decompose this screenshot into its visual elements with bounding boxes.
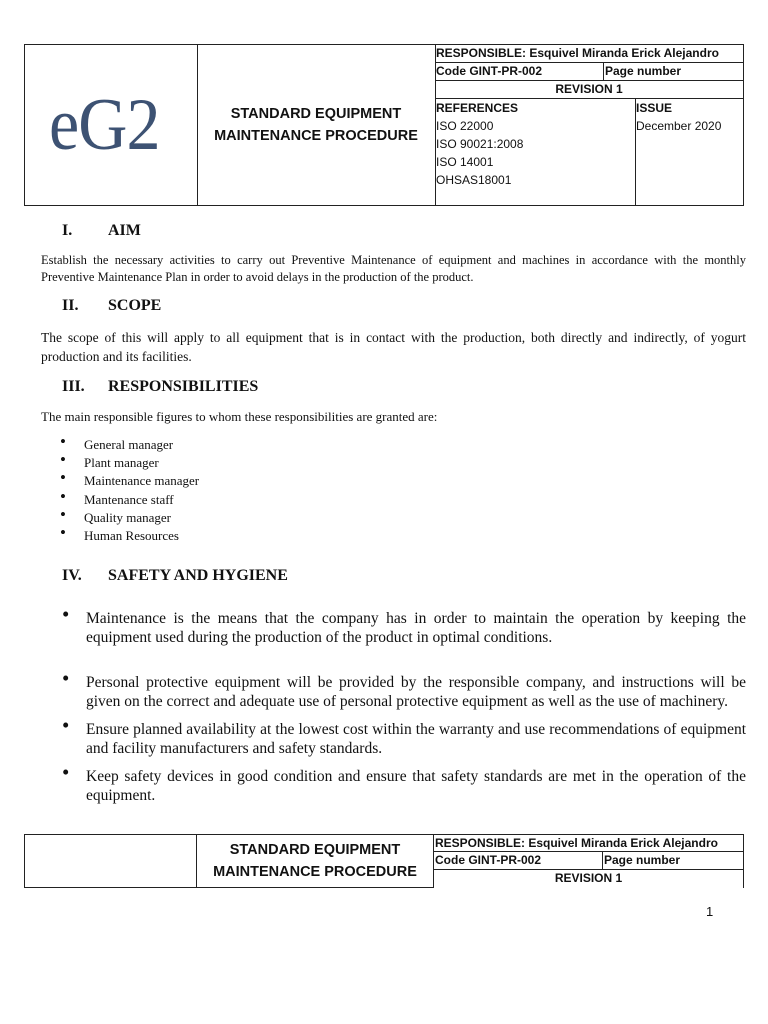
responsibilities-intro: The main responsible figures to whom these responsibilities are granted are: (41, 409, 438, 424)
section-number: III. (62, 378, 85, 395)
footer-info-block (434, 834, 744, 888)
issue-date: December 2020 (636, 119, 722, 133)
footer-responsible-row (434, 834, 744, 852)
list-item: • Plant manager (60, 454, 199, 472)
section-heading-scope (62, 297, 161, 315)
section-title: RESPONSIBILITIES (108, 378, 259, 395)
list-item: • Ensure planned availability at the lowest cost within the warranty and use recommendations of equipment and facility manufacturers and safety standards. (62, 720, 746, 758)
footer-code-row (434, 852, 744, 870)
reference-item: ISO 22000 (436, 119, 494, 133)
scope-paragraph: The scope of this will apply to all equipment that is in contact with the production, both directly and indirectly, of yogurt production and its facilities. (41, 330, 746, 364)
section-number: II. (62, 297, 79, 314)
revision-row (435, 81, 743, 99)
footer-empty-cell (24, 834, 196, 888)
revision-label: REVISION 1 (555, 82, 623, 96)
list-item: • Mantenance staff (60, 491, 199, 509)
list-item: • Human Resources (60, 527, 199, 545)
list-item: • Maintenance is the means that the company has in order to maintain the operation by keeping the equipment used during the production of the product in optimal conditions. (62, 609, 746, 647)
list-item: • Keep safety devices in good condition and ensure that safety standards are met in the operation of the equipment. (62, 767, 746, 805)
section-title: SAFETY AND HYGIENE (108, 567, 288, 584)
document-footer-table (24, 834, 744, 888)
section-number: I. (62, 222, 73, 239)
document-title-line-2: MAINTENANCE PROCEDURE (214, 128, 418, 144)
page-number: 1 (706, 904, 714, 919)
list-item: • Maintenance manager (60, 472, 199, 490)
references-label: REFERENCES (436, 101, 519, 115)
footer-title-line-1: STANDARD EQUIPMENT (229, 842, 401, 858)
footer-responsible-text: RESPONSIBLE: Esquivel Miranda Erick Alejandro (435, 836, 718, 850)
section-heading-safety (62, 567, 288, 585)
footer-title-line-2: MAINTENANCE PROCEDURE (213, 864, 417, 880)
list-item: • Personal protective equipment will be provided by the responsible company, and instructions will be given on the correct and adequate use of personal protective equipment as well as the use of machinery. (62, 673, 746, 711)
list-item: • General manager (60, 436, 199, 454)
section-heading-aim (62, 222, 141, 240)
responsible-row (435, 45, 743, 63)
safety-list (62, 609, 746, 805)
logo-cell (25, 45, 198, 205)
responsibilities-list (60, 436, 199, 545)
footer-page-number-label: Page number (604, 853, 681, 867)
reference-item: OHSAS18001 (436, 173, 512, 187)
code-row (435, 63, 743, 81)
issue-label: ISSUE (636, 101, 673, 115)
footer-title-cell (196, 834, 434, 888)
footer-revision-row (434, 870, 744, 888)
reference-item: ISO 14001 (436, 155, 494, 169)
company-logo: eG2 (49, 84, 160, 166)
page-number-label: Page number (605, 64, 682, 78)
document-code: Code GINT-PR-002 (436, 64, 543, 78)
section-heading-responsibilities (62, 378, 258, 396)
responsible-text: RESPONSIBLE: Esquivel Miranda Erick Alejandro (436, 46, 719, 60)
header-title-cell (197, 45, 436, 205)
issue-block (636, 99, 721, 135)
aim-paragraph: Establish the necessary activities to carry out Preventive Maintenance of equipment and machines in accordance with the monthly Preventive Maintenance Plan in order to avoid delays in the production of the product. (41, 253, 746, 284)
section-number: IV. (62, 567, 82, 584)
references-list (436, 99, 523, 189)
header-info-block (435, 45, 743, 205)
footer-revision-label: REVISION 1 (554, 871, 623, 885)
document-title-line-1: STANDARD EQUIPMENT (230, 106, 402, 122)
list-item: • Quality manager (60, 509, 199, 527)
reference-item: ISO 90021:2008 (436, 137, 524, 151)
section-title: AIM (108, 222, 141, 239)
footer-document-code: Code GINT-PR-002 (435, 853, 542, 867)
document-header-table (24, 44, 744, 206)
section-title: SCOPE (108, 297, 162, 314)
